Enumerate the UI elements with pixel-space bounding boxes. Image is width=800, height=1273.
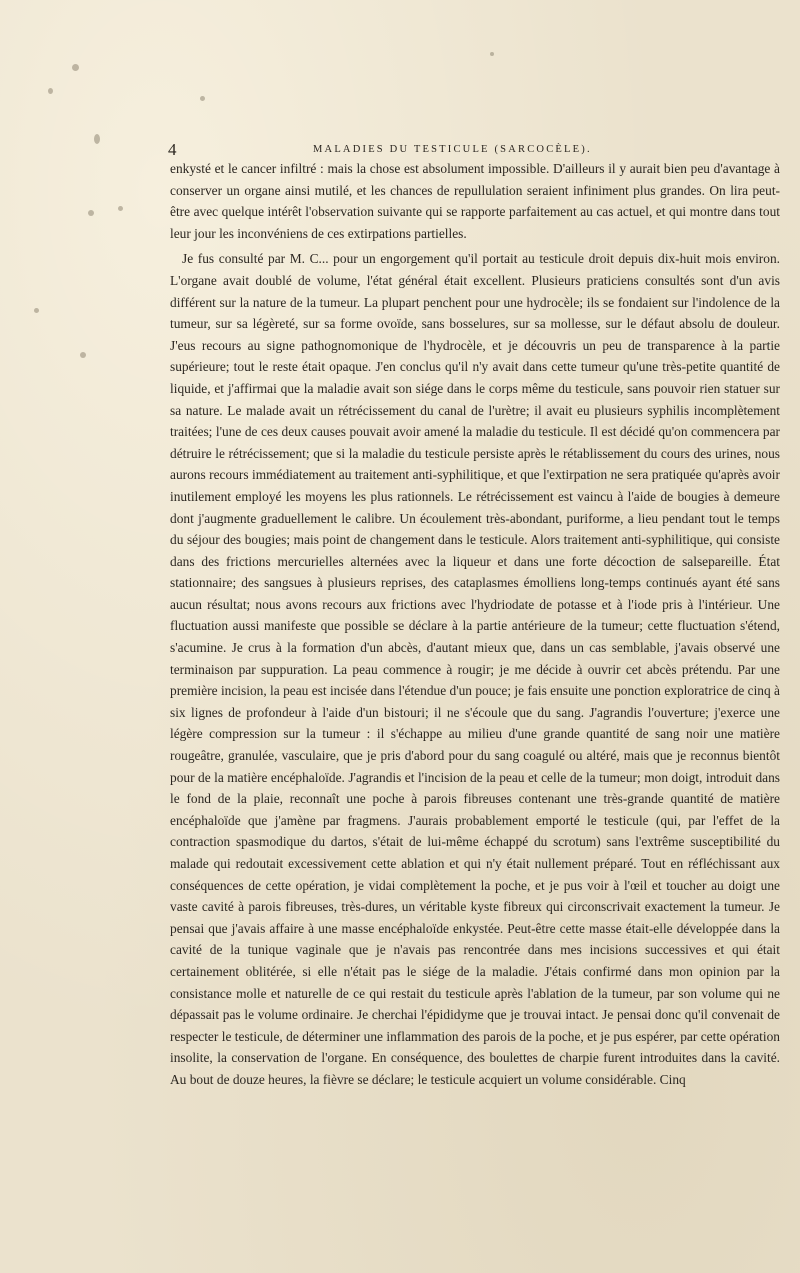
foxing-spot: [88, 210, 94, 216]
page-header: [168, 140, 778, 160]
foxing-spot: [72, 64, 79, 71]
paragraph-case-observation: Je fus consulté par M. C... pour un engorgement qu'il portait au testicule droit depuis dix-huit mois environ. L'organe avait doublé de volume, l'état général était excellent. Plusieurs praticiens consultés sont d'un avis différent sur la nature de la tumeur. La plupart penchent pour une hydrocèle; ils se fondaient sur l'indolence de la tumeur, sur sa légèreté, sur sa forme ovoïde, sans bosselures, sur sa mollesse, sur le défaut absolu de douleur. J'eus recours au signe pathognomonique de l'hydrocèle, et je découvris un peu de transparence à la partie supérieure; tout le reste était opaque. J'en conclus qu'il n'y avait dans cette tumeur qu'une très-petite quantité de liquide, et j'affirmai que la maladie avait son siége dans le corps même du testicule, sans pouvoir rien statuer sur sa nature. Le malade avait un rétrécissement du canal de l'urètre; il avait eu plusieurs syphilis incomplètement traitées; l'une de ces deux causes pouvait avoir amené la maladie du testicule. Il est décidé qu'on commencera par détruire le rétrécissement; que si la maladie du testicule persiste après le rétablissement du cours des urines, nous aurons recours immédiatement au traitement anti-syphilitique, et que l'extirpation ne sera pratiquée qu'après avoir inutilement employé les moyens les plus rationnels. Le rétrécissement est vaincu à l'aide de bougies à demeure dont j'augmente graduellement le calibre. Un écoulement très-abondant, puriforme, a lieu pendant tout le temps du séjour des bougies; mais point de changement dans le testicule. Alors traitement anti-syphilitique, qui consiste dans des frictions mercurielles alternées avec la liqueur et dans une forte décoction de salsepareille. État stationnaire; des sangsues à plusieurs reprises, des cataplasmes émolliens long-temps continués ayant été sans aucun résultat; nous avons recours aux frictions avec l'hydriodate de potasse et à l'iode pris à l'intérieur. Une fluctuation aussi manifeste que possible se déclare à la partie antérieure de la tumeur; cette fluctuation s'étend, s'acumine. Je crus à la formation d'un abcès, d'autant mieux que, dans un cas semblable, j'avais observé une terminaison par suppuration. La peau commence à rougir; je me décide à ouvrir cet abcès prétendu. Par une première incision, la peau est incisée dans l'étendue d'un pouce; je fais ensuite une ponction exploratrice de cinq à six lignes de profondeur à l'aide d'un bistouri; il ne s'écoule que du sang. J'agrandis l'ouverture; j'exerce une légère compression sur la tumeur : il s'échappe au milieu d'une grande quantité de sang noir une matière rougeâtre, granulée, vasculaire, que je pris d'abord pour du sang coagulé ou altéré, mais que je reconnus bientôt pour de la matière encéphaloïde. J'agrandis et l'incision de la peau et celle de la tumeur; mon doigt, introduit dans le fond de la plaie, reconnaît une poche à parois fibreuses contenant une très-grande quantité de matière encéphaloïde que j'amène par fragmens. J'aurais probablement emporté le testicule (qui, par l'effet de la contraction spasmodique du dartos, s'était de lui-même échappé du scrotum) sans l'extrême susceptibilité du malade qui redoutait excessivement cette ablation et qui n'y était nullement préparé. Tout en réfléchissant aux conséquences de cette opération, je vidai complètement la poche, et je pus voir à l'œil et toucher au doigt une vaste cavité à parois fibreuses, très-dures, un véritable kyste fibreux qui circonscrivait exactement la tumeur. Je pensai que j'avais affaire à une masse encéphaloïde enkystée. Peut-être cette masse était-elle développée dans la cavité de la tunique vaginale que je n'avais pas rencontrée dans mes incisions successives et qui était certainement oblitérée, si elle n'était pas le siége de la maladie. J'étais confirmé dans mon opinion par la consistance molle et naturelle de ce qui restait du testicule après l'ablation de la tumeur, par son volume qui ne dépassait pas le volume ordinaire. Je cherchai l'épididyme que je trouvai intact. Je pensai donc qu'il convenait de respecter le testicule, de déterminer une inflammation des parois de la poche, et je pus espérer, par cette opération insolite, la conservation de l'organe. En conséquence, des boulettes de charpie furent introduites dans la cavité. Au bout de douze heures, la fièvre se déclare; le testicule acquiert un volume considérable. Cinq: [170, 251, 780, 1087]
body-text: [170, 158, 780, 1091]
foxing-spot: [490, 52, 494, 56]
foxing-spot: [94, 134, 100, 144]
foxing-spot: [34, 308, 39, 313]
paragraph-continuation: enkysté et le cancer infiltré : mais la chose est absolument impossible. D'ailleurs il y aurait bien peu d'avantage à conserver un organe ainsi mutilé, et les chances de repullulation seraient infiniment plus grandes. On lira peut-être avec quelque intérêt l'observation suivante qui se rapporte parfaitement au cas actuel, et qui montre dans tout leur jour les inconvéniens de ces extirpations partielles.: [170, 161, 780, 241]
page-number: 4: [168, 140, 177, 159]
foxing-spot: [200, 96, 205, 101]
running-head: MALADIES DU TESTICULE (SARCOCÈLE).: [313, 144, 592, 155]
foxing-spot: [118, 206, 123, 211]
foxing-spot: [48, 88, 53, 94]
foxing-spot: [80, 352, 86, 358]
